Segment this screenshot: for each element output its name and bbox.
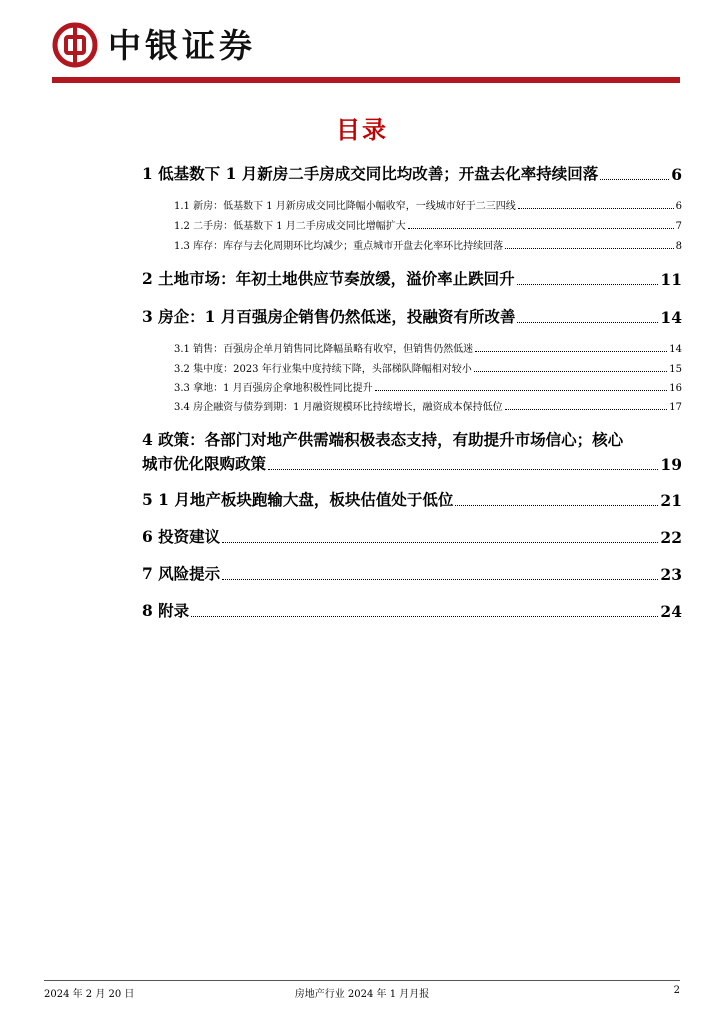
leader-dots xyxy=(505,248,674,249)
leader-dots xyxy=(268,469,658,470)
toc-entry-page: 14 xyxy=(669,344,682,355)
toc-entry-7[interactable] xyxy=(142,562,682,584)
leader-dots xyxy=(475,351,667,352)
header-rule xyxy=(52,77,680,83)
footer-rule xyxy=(44,980,680,981)
footer-page-number: 2 xyxy=(673,985,680,996)
leader-dots xyxy=(191,616,658,617)
leader-dots xyxy=(518,208,674,209)
toc-entry-5[interactable] xyxy=(142,488,682,510)
toc-entry-label: 3.3 拿地：1 月百强房企拿地积极性同比提升 xyxy=(174,383,373,394)
toc-entry-8[interactable] xyxy=(142,599,682,621)
toc-entry-label: 1.3 库存：库存与去化周期环比均减少；重点城市开盘去化率环比持续回落 xyxy=(174,241,504,252)
toc-entry-label: 2 土地市场：年初土地供应节奏放缓，溢价率止跌回升 xyxy=(142,269,515,288)
leader-dots xyxy=(517,322,658,323)
toc-entry-label: 3 房企：1 月百强房企销售仍然低迷，投融资有所改善 xyxy=(142,307,516,326)
toc-entry-page: 22 xyxy=(660,528,682,547)
toc-entry-page: 23 xyxy=(660,565,682,584)
toc-entry-page: 15 xyxy=(669,364,682,375)
toc-entry-4-line1[interactable]: 4 政策：各部门对地产供需端积极表态支持，有助提升市场信心；核心 xyxy=(142,430,624,449)
leader-dots xyxy=(408,228,674,229)
toc-entry-page: 11 xyxy=(660,270,682,289)
toc-entry-page: 21 xyxy=(660,491,682,510)
toc-entry-6[interactable] xyxy=(142,525,682,547)
leader-dots xyxy=(517,284,659,285)
leader-dots xyxy=(375,390,668,391)
toc-entry-page: 17 xyxy=(669,402,682,413)
toc-entry-label: 城市优化限购政策 xyxy=(142,454,267,473)
report-header xyxy=(52,22,680,84)
toc-entry-3-4[interactable] xyxy=(142,398,682,413)
toc-entry-page: 6 xyxy=(671,165,682,184)
toc-entry-label: 3.4 房企融资与债券到期：1 月融资规模环比持续增长，融资成本保持低位 xyxy=(174,402,503,413)
leader-dots xyxy=(222,542,658,543)
toc-entry-label: 3.1 销售：百强房企单月销售同比降幅虽略有收窄，但销售仍然低迷 xyxy=(174,344,474,355)
toc-entry-3-1[interactable] xyxy=(142,340,682,355)
leader-dots xyxy=(505,409,668,410)
toc-entry-label: 1 低基数下 1 月新房二手房成交同比均改善；开盘去化率持续回落 xyxy=(142,164,599,183)
toc-entry-1[interactable] xyxy=(142,162,682,184)
toc-entry-page: 6 xyxy=(675,201,682,212)
toc-entry-label: 6 投资建议 xyxy=(142,527,221,546)
leader-dots xyxy=(474,371,668,372)
toc-entry-label: 1.2 二手房：低基数下 1 月二手房成交同比增幅扩大 xyxy=(174,221,406,232)
toc-entry-3[interactable] xyxy=(142,305,682,327)
toc-entry-page: 16 xyxy=(669,383,682,394)
toc-entry-label: 5 1 月地产板块跑输大盘，板块估值处于低位 xyxy=(142,490,454,509)
toc-entry-page: 24 xyxy=(660,602,682,621)
toc-entry-label: 7 风险提示 xyxy=(142,564,221,583)
toc-entry-2[interactable] xyxy=(142,267,682,289)
toc-entry-1-3[interactable] xyxy=(142,237,682,252)
brand-name: 中银证券 xyxy=(108,26,256,65)
toc-title: 目录 xyxy=(336,115,388,144)
toc-entry-label: 3.2 集中度：2023 年行业集中度持续下降，头部梯队降幅相对较小 xyxy=(174,364,472,375)
toc-entry-4[interactable] xyxy=(142,452,682,474)
toc-entry-1-2[interactable] xyxy=(142,217,682,232)
footer-date: 2024 年 2 月 20 日 xyxy=(44,989,135,1000)
leader-dots xyxy=(222,579,658,580)
toc-entry-page: 8 xyxy=(675,241,682,252)
leader-dots xyxy=(600,179,669,180)
leader-dots xyxy=(455,505,658,506)
footer-report-title: 房地产行业 2024 年 1 月月报 xyxy=(294,989,430,1000)
toc-entry-1-1[interactable] xyxy=(142,197,682,212)
toc-entry-3-2[interactable] xyxy=(142,360,682,375)
toc-entry-page: 19 xyxy=(660,455,682,474)
toc-entry-page: 14 xyxy=(660,308,682,327)
toc-entry-page: 7 xyxy=(675,221,682,232)
toc-entry-label: 8 附录 xyxy=(142,601,190,620)
toc-entry-label: 1.1 新房：低基数下 1 月新房成交同比降幅小幅收窄，一线城市好于二三四线 xyxy=(174,201,516,212)
toc-entry-3-3[interactable] xyxy=(142,379,682,394)
bank-of-china-logo-icon xyxy=(52,22,98,68)
